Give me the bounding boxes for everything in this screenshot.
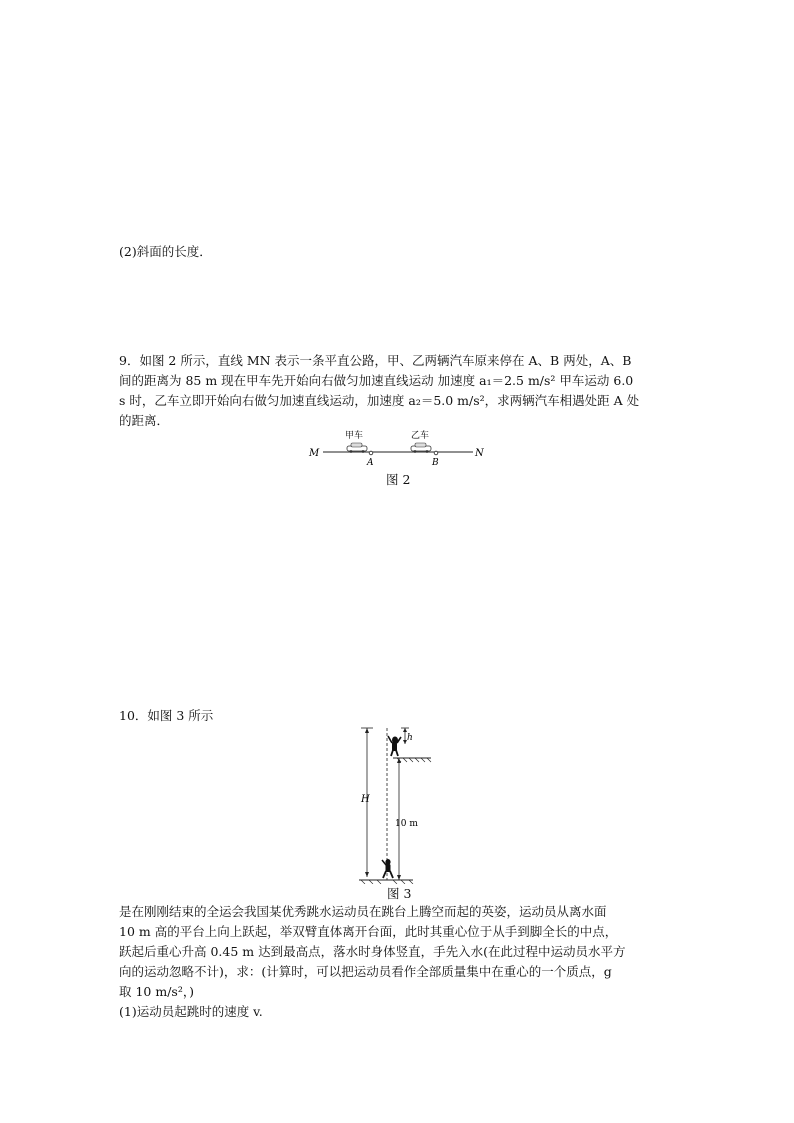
figure-2-caption: 图 2	[386, 472, 411, 487]
car-jia-icon	[347, 443, 367, 453]
label-M: M	[309, 448, 320, 459]
q10-line: 取 10 m/s²，)	[119, 984, 194, 999]
point-B	[434, 451, 438, 455]
q10-line: 是在刚刚结束的全运会我国某优秀跳水运动员在跳台上腾空而起的英姿，运动员从离水面	[119, 904, 607, 919]
label-A: A	[367, 458, 374, 468]
q9-line: 9．如图 2 所示，直线 MN 表示一条平直公路，甲、乙两辆汽车原来停在 A、B 两处，A、B	[119, 353, 632, 368]
figure-2-road-diagram	[305, 426, 495, 470]
diver-water-icon	[382, 859, 393, 878]
question-10-intro: 10．如图 3 所示	[119, 708, 214, 723]
label-10m: 10 m	[395, 819, 418, 829]
label-B: B	[432, 458, 439, 468]
q9-line: 间的距离为 85 m 现在甲车先开始向右做匀加速直线运动 加速度 a₁＝2.5 m/s² 甲车运动 6.0	[119, 373, 634, 388]
question-10-text	[119, 902, 679, 1022]
sub-question-2: (2)斜面的长度．	[119, 244, 212, 259]
question-9-text	[119, 351, 679, 431]
q9-line: 的距离．	[119, 413, 170, 428]
figure-3-diving-diagram	[355, 722, 445, 884]
q10-line: 跃起后重心升高 0.45 m 达到最高点，落水时身体竖直，手先入水(在此过程中运动员水平方	[119, 944, 626, 959]
point-A	[369, 451, 373, 455]
car-yi-icon	[411, 443, 431, 453]
label-h: h	[407, 733, 413, 743]
label-H: H	[361, 794, 370, 805]
car-jia-label: 甲车	[345, 431, 364, 441]
diver-top-icon	[388, 736, 401, 756]
q9-line: s 时，乙车立即开始向右做匀加速直线运动，加速度 a₂＝5.0 m/s²，求两辆汽车相遇处距 A 处	[119, 393, 640, 408]
q10-line: (1)运动员起跳时的速度 v.	[119, 1004, 263, 1019]
q10-line: 向的运动忽略不计)，求：(计算时，可以把运动员看作全部质量集中在重心的一个质点，g	[119, 964, 612, 979]
figure-3-caption: 图 3	[387, 886, 412, 901]
label-N: N	[475, 448, 484, 459]
car-yi-label: 乙车	[411, 431, 430, 441]
q10-line: 10 m 高的平台上向上跃起，举双臂直体离开台面，此时其重心位于从手到脚全长的中点，	[119, 924, 618, 939]
